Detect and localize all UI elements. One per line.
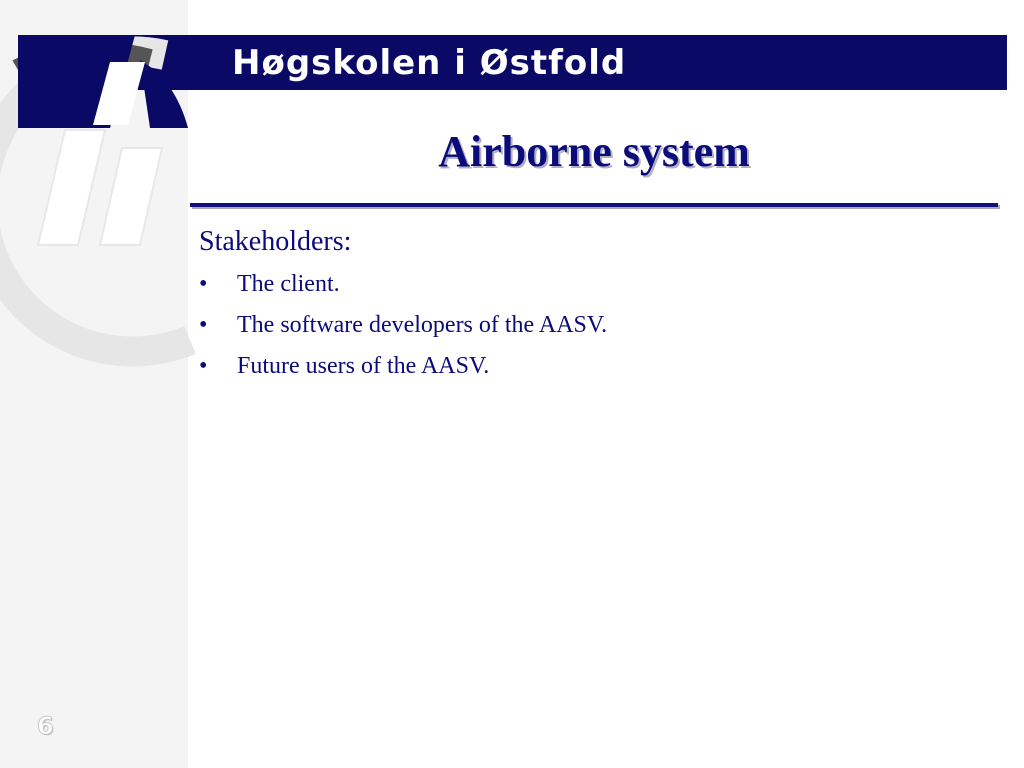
bullet-icon: • — [199, 312, 208, 338]
bullet-icon: • — [199, 271, 208, 297]
bullet-text: The software developers of the AASV. — [237, 312, 608, 338]
bullet-item — [199, 305, 999, 346]
page-number: 6 — [37, 712, 54, 740]
institution-name: Høgskolen i Østfold — [232, 43, 627, 83]
bullet-text: Future users of the AASV. — [237, 353, 490, 379]
bullet-icon: • — [199, 353, 208, 379]
bullet-text: The client. — [237, 271, 340, 297]
title-divider — [190, 203, 998, 207]
bullet-item — [199, 264, 999, 305]
slide-title: Airborne system — [438, 127, 750, 176]
bullet-list — [199, 264, 999, 387]
stakeholders-heading: Stakeholders: — [199, 226, 352, 257]
slide-content — [199, 222, 999, 387]
bullet-item — [199, 346, 999, 387]
